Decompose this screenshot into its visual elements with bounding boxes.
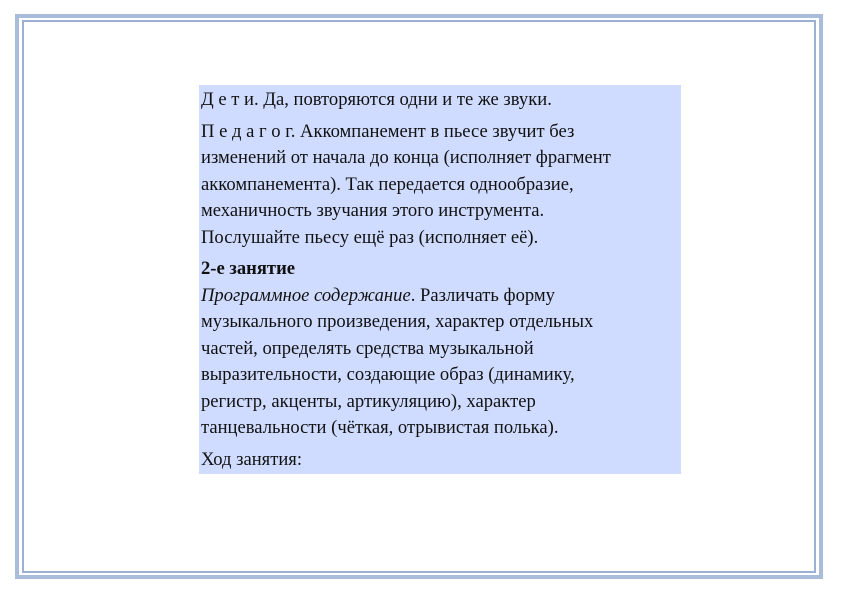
- program-content-line-6: танцевальности (чёткая, отрывистая полька).: [201, 417, 559, 438]
- lesson-heading: 2-е занятие: [201, 258, 296, 279]
- paragraph-lesson-two: [201, 256, 681, 442]
- program-content-line-2: музыкального произведения, характер отдельных: [201, 311, 594, 332]
- program-content-line-1: . Различать форму: [410, 284, 555, 306]
- children-reply-text: Да, повторяются одни и те же звуки.: [258, 89, 552, 110]
- teacher-remark-line-4: механичность звучания этого инструмента.: [201, 200, 545, 221]
- program-content-line-4: выразительности, создающие образ (динамику,: [201, 364, 575, 385]
- text-line: [201, 283, 681, 310]
- program-content-line-3: частей, определять средства музыкальной: [201, 337, 534, 359]
- program-content-line-5: регистр, акценты, артикуляцию), характер: [201, 390, 536, 412]
- paragraph-lesson-progress: [201, 447, 681, 474]
- speaker-label-children: Д е т и.: [201, 89, 259, 110]
- speaker-label-teacher: П е д а г о г.: [201, 120, 296, 142]
- teacher-remark-line-2: изменений от начала до конца (исполняет фрагмент: [201, 147, 611, 168]
- text-box: [199, 85, 681, 474]
- teacher-remark-line-1: Аккомпанемент в пьесе звучит без: [295, 120, 575, 142]
- teacher-remark-line-5: Послушайте пьесу ещё раз (исполняет её).: [201, 226, 539, 248]
- teacher-remark-line-3: аккомпанемента). Так передается однообразие,: [201, 173, 574, 195]
- lesson-progress-label: Ход занятия:: [201, 448, 303, 470]
- text-line: [201, 119, 681, 146]
- paragraph-teacher-remark: [201, 119, 681, 252]
- program-content-label: Программное содержание: [201, 284, 411, 306]
- paragraph-children-reply: [201, 87, 681, 114]
- text-line: [201, 87, 681, 114]
